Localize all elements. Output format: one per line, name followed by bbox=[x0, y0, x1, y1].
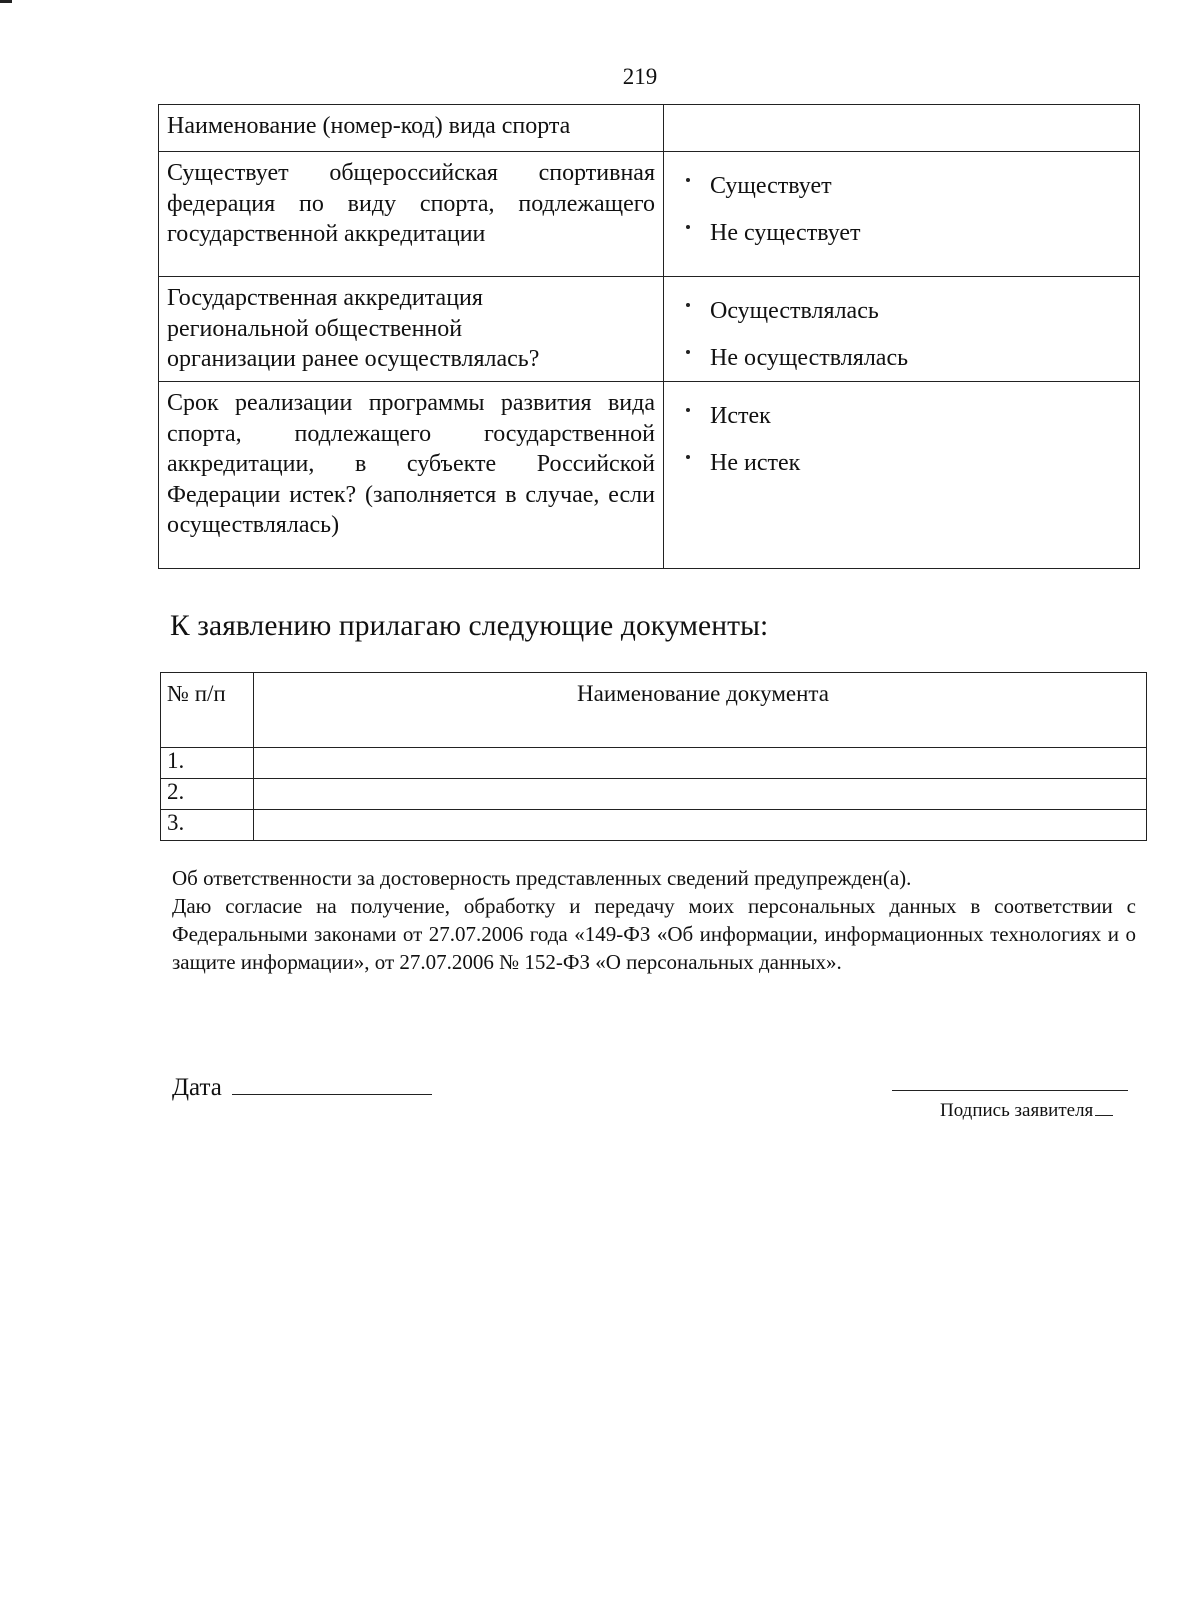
documents-table bbox=[160, 672, 1147, 841]
table-header-row bbox=[161, 673, 1147, 748]
question-cell bbox=[159, 382, 664, 569]
option-expired[interactable] bbox=[686, 392, 1131, 439]
question-text: Срок реализации программы развития вида спорта, подлежащего государственной аккредитации, в субъекте Российской Федерации истек? (заполняется в случае, если осуществлялась) bbox=[167, 390, 655, 538]
liability-notice: Об ответственности за достоверность представленных сведений предупрежден(а). bbox=[172, 866, 912, 890]
table-row bbox=[159, 277, 1140, 382]
date-input-line[interactable] bbox=[232, 1072, 432, 1095]
document-name-cell[interactable] bbox=[254, 810, 1147, 841]
answer-cell-options bbox=[664, 152, 1140, 277]
table-row bbox=[159, 105, 1140, 152]
question-cell bbox=[159, 277, 664, 382]
option-not-performed[interactable] bbox=[686, 334, 1131, 381]
question-cell bbox=[159, 152, 664, 277]
option-label: Не истек bbox=[710, 449, 801, 476]
document-name-cell[interactable] bbox=[254, 748, 1147, 779]
signature-trail-line bbox=[1095, 1101, 1113, 1116]
table-row bbox=[161, 810, 1147, 841]
question-text-line: организации ранее осуществлялась? bbox=[167, 346, 540, 372]
bullet-icon bbox=[686, 455, 690, 459]
row-num: 2. bbox=[161, 779, 254, 810]
table-row bbox=[159, 152, 1140, 277]
option-label: Не существует bbox=[710, 219, 861, 246]
question-text-line: Государственная аккредитация bbox=[167, 285, 483, 311]
signature-field bbox=[940, 1100, 1113, 1122]
option-label: Существует bbox=[710, 172, 832, 199]
option-label: Истек bbox=[710, 402, 771, 429]
bullet-icon bbox=[686, 408, 690, 412]
legal-statement bbox=[172, 864, 1136, 976]
option-performed[interactable] bbox=[686, 287, 1131, 334]
question-text-line: региональной общественной bbox=[167, 315, 463, 342]
option-not-expired[interactable] bbox=[686, 439, 1131, 486]
answer-cell-sport-name[interactable] bbox=[664, 105, 1140, 152]
signature-input-line[interactable] bbox=[892, 1090, 1128, 1091]
scan-artifact bbox=[0, 0, 12, 3]
option-label: Осуществлялась bbox=[710, 297, 879, 324]
attachments-heading: К заявлению прилагаю следующие документы: bbox=[170, 610, 769, 642]
consent-notice: Даю согласие на получение, обработку и передачу моих персональных данных в соответствии с Федеральными законами от 27.07.2006 года «149-ФЗ «Об информации, информационных технологиях и о защите информации», от 27.07.2006 № 152-ФЗ «О персональных данных». bbox=[172, 894, 1136, 974]
signature-label: Подпись заявителя bbox=[940, 1100, 1094, 1121]
accreditation-info-table bbox=[158, 104, 1140, 569]
table-row bbox=[161, 748, 1147, 779]
option-exists[interactable] bbox=[686, 162, 1131, 209]
page-number: 219 bbox=[622, 64, 658, 89]
question-text: Существует общероссийская спортивная федерация по виду спорта, подлежащего государственной аккредитации bbox=[167, 160, 655, 247]
row-num: 1. bbox=[161, 748, 254, 779]
document-name-cell[interactable] bbox=[254, 779, 1147, 810]
table-row bbox=[159, 382, 1140, 569]
bullet-icon bbox=[686, 178, 690, 182]
date-label: Дата bbox=[172, 1074, 222, 1101]
bullet-icon bbox=[686, 303, 690, 307]
answer-cell-options bbox=[664, 382, 1140, 569]
question-cell bbox=[159, 105, 664, 152]
bullet-icon bbox=[686, 225, 690, 229]
answer-cell-options bbox=[664, 277, 1140, 382]
option-not-exists[interactable] bbox=[686, 209, 1131, 256]
table-row bbox=[161, 779, 1147, 810]
header-num: № п/п bbox=[161, 673, 254, 748]
bullet-icon bbox=[686, 350, 690, 354]
option-label: Не осуществлялась bbox=[710, 344, 909, 371]
question-text: Наименование (номер-код) вида спорта bbox=[167, 113, 571, 139]
date-field bbox=[172, 1072, 432, 1102]
header-title: Наименование документа bbox=[254, 673, 1147, 748]
row-num: 3. bbox=[161, 810, 254, 841]
